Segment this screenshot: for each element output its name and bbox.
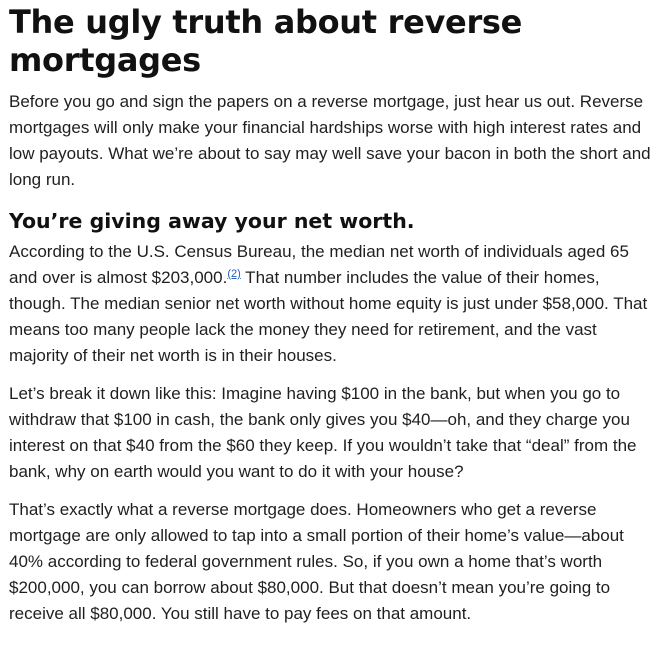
net-worth-text-end: That number includes the value of their homes, though. The median senior net worth without home equity is just under $58,000. That means too many people lack the money they need for retirement, and the vast majority of their net worth is in their houses.: [9, 268, 648, 365]
bank-analogy-paragraph: Let’s break it down like this: Imagine having $100 in the bank, but when you go to withdraw that $100 in cash, the bank only gives you $40—oh, and they charge you interest on that $40 from the $60 they keep. If you wouldn’t take that “deal” from the bank, why on earth would you want to do it with your house?: [9, 384, 637, 481]
net-worth-paragraph: [9, 239, 657, 369]
intro-paragraph: Before you go and sign the papers on a reverse mortgage, just hear us out. Reverse mortgages will only make your financial hardships worse with high interest rates and low payouts. What we’re about to say may well save your bacon in both the short and long run.: [9, 92, 651, 189]
section-heading: You’re giving away your net worth.: [9, 209, 415, 233]
citation-superscript: [227, 268, 240, 280]
reverse-mortgage-paragraph: That’s exactly what a reverse mortgage does. Homeowners who get a reverse mortgage are only allowed to tap into a small portion of their home’s value—about 40% according to federal government rules. So, if you own a home that’s worth $200,000, you can borrow about $80,000. But that doesn’t mean you’re going to receive all $80,000. You still have to pay fees on that amount.: [9, 500, 624, 623]
citation-link[interactable]: (2): [227, 268, 241, 280]
net-worth-text-start: According to the U.S. Census Bureau, the median net worth of individuals aged 65 and over is almost $203,000.: [9, 242, 629, 287]
article-title: The ugly truth about reverse mortgages: [9, 3, 523, 79]
